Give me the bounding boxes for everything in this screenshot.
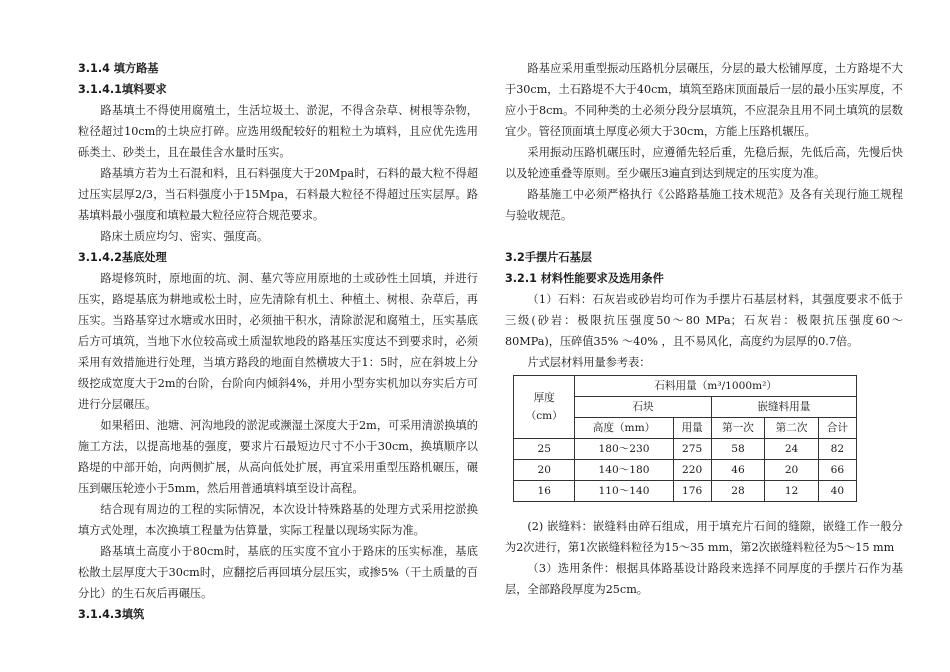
paragraph: 路床土质应均匀、密实、强度高。 [100,230,269,243]
spacer [505,502,903,516]
material-usage-table [513,375,857,502]
cell-height: 140～180 [575,460,673,481]
header-thickness [514,376,575,439]
cell-total: 40 [818,481,856,502]
cell-amount: 220 [673,460,711,481]
table-row [514,439,857,460]
paragraph: 路堤修筑时，原地面的坑、洞、墓穴等应用原地的土或砂性土回填，并进行压实，路堤基底为耕地或松土时，应先清除有机土、种植土、树根、杂草后，再压实。当路基穿过水塘或水田时，必须抽干积水，清除淤泥和腐殖土，压实基底后方可填筑，当地下水位较高或土质湿软地段的路基压实度达不到要求时，必须采用有效措施进行处理，当填方路段的地面自然横坡大于1：5时，应在斜坡上分级挖成宽度大于2m的台阶，台阶向内倾斜4%，并用小型夯实机加以夯实后方可进行分层碾压。 [78,272,478,411]
header-amount: 用量 [673,418,711,439]
left-column [78,58,478,625]
paragraph: 采用振动压路机碾压时，应遵循先轻后重，先稳后振，先低后高，先慢后快以及轮迹重叠等原则。至少碾压3遍直到达到规定的压实度为准。 [505,146,903,180]
spacer [505,226,903,247]
table-row [514,460,857,481]
cell-height: 180～230 [575,439,673,460]
paragraph: 路基填土高度小于80cm时，基底的压实度不宜小于路床的压实标准，基底松散土层厚度大于30cm时，应翻挖后再回填分层压实，或掺5%（干土质量的百分比）的生石灰后再碾压。 [78,545,478,600]
cell-amount: 275 [673,439,711,460]
heading-3-1-4-1: 3.1.4.1填料要求 [78,83,167,96]
paragraph: 路基施工中必须严格执行《公路路基施工技术规范》及各有关现行施工规程与验收规范。 [505,188,903,222]
table-caption: 片式层材料用量参考表： [527,356,651,369]
header-filler: 嵌缝料用量 [711,397,856,418]
cell-height: 110～140 [575,481,673,502]
paragraph: 路基填土不得使用腐殖土，生活垃圾土、淤泥，不得含杂草、树根等杂物，粒径超过10cm的土块应打碎。应选用级配较好的粗粒土为填料，且应优先选用砾类土、砂类土，且在最佳含水量时压实。 [78,104,478,159]
heading-3-1-4-3: 3.1.4.3填筑 [78,608,145,621]
header-stone: 石块 [575,397,711,418]
header-thickness-unit: （cm） [525,410,563,422]
paragraph: 路基填方若为土石混和料，且石料强度大于20Mpa时，石料的最大粒不得超过压实层厚2/3，当石料强度小于15Mpa，石料最大粒径不得超过压实层厚。路基填料最小强度和填粒最大粒径应符合规范要求。 [78,167,478,222]
heading-3-1-4: 3.1.4 填方路基 [78,62,159,75]
cell-thickness: 20 [514,460,575,481]
header-total: 合计 [818,418,856,439]
heading-3-2: 3.2手摆片石基层 [505,251,592,264]
paragraph: 结合现有周边的工程的实际情况，本次设计特殊路基的处理方式采用挖淤换填方式处理，本次换填工程量为估算量，实际工程量以现场实际为准。 [78,503,478,537]
cell-total: 66 [818,460,856,481]
paragraph: (2) 嵌缝料：嵌缝料由碎石组成，用于填充片石间的缝隙，嵌缝工作一般分为2次进行，第1次嵌缝料粒径为15～35 mm，第2次嵌缝料粒径为5～15 mm [505,520,903,554]
right-column [505,58,903,600]
header-thickness-label: 厚度 [533,392,555,404]
paragraph: 路基应采用重型振动压路机分层碾压，分层的最大松铺厚度，土方路堤不大于30cm，土石路堤不大于40cm，填筑至路床顶面最后一层的最小压实厚度，不应小于8cm。不同种类的土必须分段分层填筑，不应混杂且用不同土填筑的层数宜少。管径顶面填土厚度必须大于30cm，方能上压路机辗压。 [505,62,903,138]
cell-first: 46 [711,460,765,481]
cell-second: 20 [765,460,819,481]
header-height: 高度（mm） [575,418,673,439]
cell-second: 12 [765,481,819,502]
cell-first: 28 [711,481,765,502]
table-header-row [514,376,857,397]
cell-second: 24 [765,439,819,460]
paragraph: 如果稻田、池塘、河沟地段的淤泥或濒湿土深度大于2m，可采用清淤换填的施工方法，以提高地基的强度，要求片石最短边尺寸不小于30cm，换填顺序以路堤的中部开始，向两侧扩展，从高向低处扩展，再宜采用重型压路机碾压，碾压到碾压轮迹小于5mm，然后用普通填料填至设计高程。 [78,419,478,495]
heading-3-2-1: 3.2.1 材料性能要求及选用条件 [505,272,664,285]
header-first: 第一次 [711,418,765,439]
table-row [514,481,857,502]
header-usage: 石料用量（m³/1000m²） [575,376,857,397]
paragraph: （3）选用条件：根据具体路基设计路段来选择不同厚度的手摆片石作为基层，全部路段厚度为25cm。 [505,562,903,596]
cell-amount: 176 [673,481,711,502]
cell-thickness: 16 [514,481,575,502]
heading-3-1-4-2: 3.1.4.2基底处理 [78,251,167,264]
paragraph: （1）石料：石灰岩或砂岩均可作为手摆片石基层材料，其强度要求不低于三级(砂岩：极限抗压强度50～80 MPa；石灰岩：极限抗压强度60～80MPa)，压碎值35% ～40% ，且不易风化，高度约为层厚的0.7倍。 [505,293,903,348]
header-second: 第二次 [765,418,819,439]
cell-first: 58 [711,439,765,460]
cell-total: 82 [818,439,856,460]
cell-thickness: 25 [514,439,575,460]
